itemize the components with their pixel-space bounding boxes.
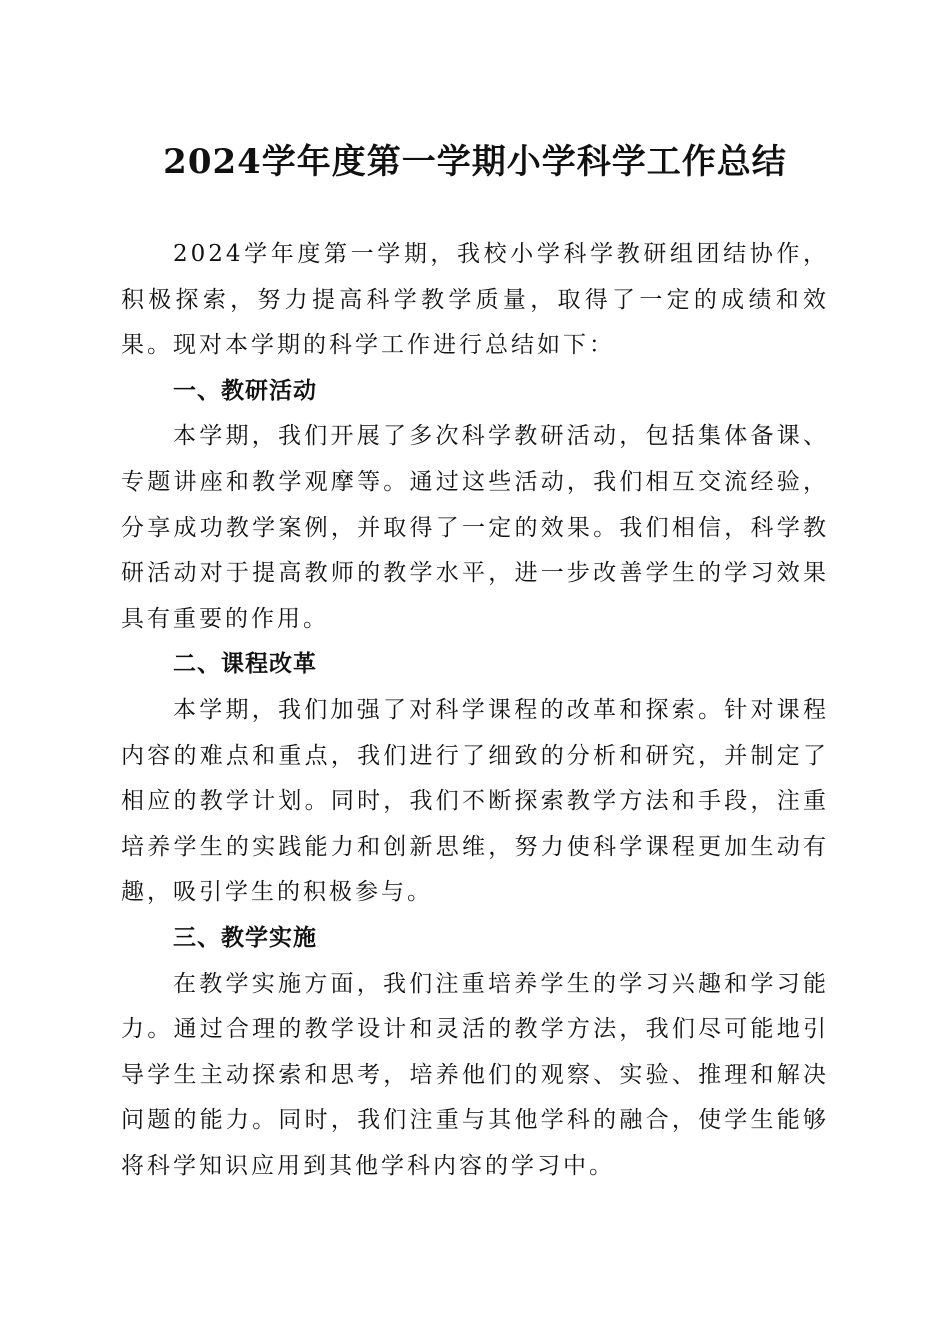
document-title: 2024学年度第一学期小学科学工作总结 xyxy=(163,142,787,182)
section-heading-teaching-research: 一、教研活动 xyxy=(173,377,317,404)
section-paragraph-teaching-implementation: 在教学实施方面，我们注重培养学生的学习兴趣和学习能力。通过合理的教学设计和灵活的教学方法，我们尽可能地引导学生主动探索和思考，培养他们的观察、实验、推理和解决问题的能力。同时，我们注重与其他学科的融合，使学生能够将科学知识应用到其他学科内容的学习中。 xyxy=(121,970,829,1179)
intro-paragraph: 2024学年度第一学期，我校小学科学教研组团结协作，积极探索，努力提高科学教学质量，取得了一定的成绩和效果。现对本学期的科学工作进行总结如下： xyxy=(121,241,829,359)
section-paragraph-curriculum-reform: 本学期，我们加强了对科学课程的改革和探索。针对课程内容的难点和重点，我们进行了细致的分析和研究，并制定了相应的教学计划。同时，我们不断探索教学方法和手段，注重培养学生的实践能力和创新思维，努力使科学课程更加生动有趣，吸引学生的积极参与。 xyxy=(121,696,829,906)
section-heading-teaching-implementation: 三、教学实施 xyxy=(173,924,317,951)
section-paragraph-teaching-research: 本学期，我们开展了多次科学教研活动，包括集体备课、专题讲座和教学观摩等。通过这些活动，我们相互交流经验，分享成功教学案例，并取得了一定的效果。我们相信，科学教研活动对于提高教师的教学水平，进一步改善学生的学习效果具有重要的作用。 xyxy=(121,423,829,632)
document-body xyxy=(121,232,829,1189)
section-heading-curriculum-reform: 二、课程改革 xyxy=(173,651,317,678)
